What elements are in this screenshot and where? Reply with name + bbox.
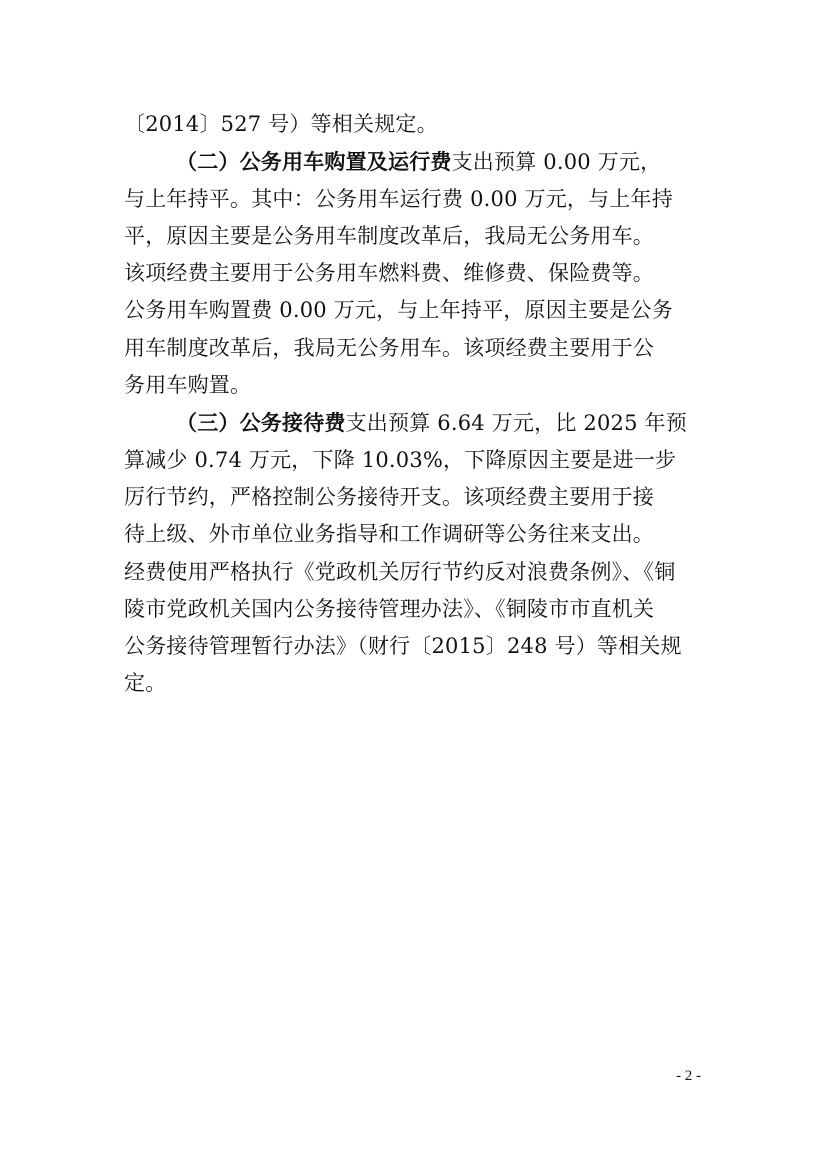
text-line: 用车制度改革后，我局无公务用车。该项经费主要用于公 [124, 335, 654, 360]
text-line: 待上级、外市单位业务指导和工作调研等公务往来支出。 [124, 522, 654, 547]
text-line: 与上年持平。其中：公务用车运行费 0.00 万元，与上年持 [124, 186, 673, 211]
text-line: 公务接待管理暂行办法》（财行〔2015〕248 号）等相关规 [124, 634, 682, 659]
body-text [124, 106, 702, 703]
section-heading-line [124, 404, 702, 441]
text-span: 支出预算 0.00 万元， [451, 150, 662, 175]
text-line: 陵市党政机关国内公务接待管理办法》、《铜陵市市直机关 [124, 596, 655, 621]
text-line: 定。 [124, 671, 167, 696]
text-span: 支出预算 6.64 万元，比 2025 年预 [345, 411, 687, 436]
text-line: 公务用车购置费 0.00 万元，与上年持平，原因主要是公务 [124, 298, 673, 323]
section-heading-reception: （三）公务接待费 [176, 410, 346, 436]
text-line: 经费使用严格执行《党政机关厉行节约反对浪费条例》、《铜 [124, 559, 676, 584]
page-number: - 2 - [676, 1068, 701, 1084]
text-line: 〔2014〕527 号）等相关规定。 [124, 112, 438, 136]
text-line: 厉行节约，严格控制公务接待开支。该项经费主要用于接 [124, 484, 654, 509]
text-line: 该项经费主要用于公务用车燃料费、维修费、保险费等。 [124, 261, 654, 286]
section-heading-vehicle: （二）公务用车购置及运行费 [176, 149, 452, 175]
section-heading-line [124, 143, 702, 180]
text-line: 算减少 0.74 万元，下降 10.03%，下降原因主要是进一步 [124, 447, 677, 472]
text-line: 务用车购置。 [124, 373, 252, 398]
text-line: 平，原因主要是公务用车制度改革后，我局无公务用车。 [124, 223, 654, 248]
